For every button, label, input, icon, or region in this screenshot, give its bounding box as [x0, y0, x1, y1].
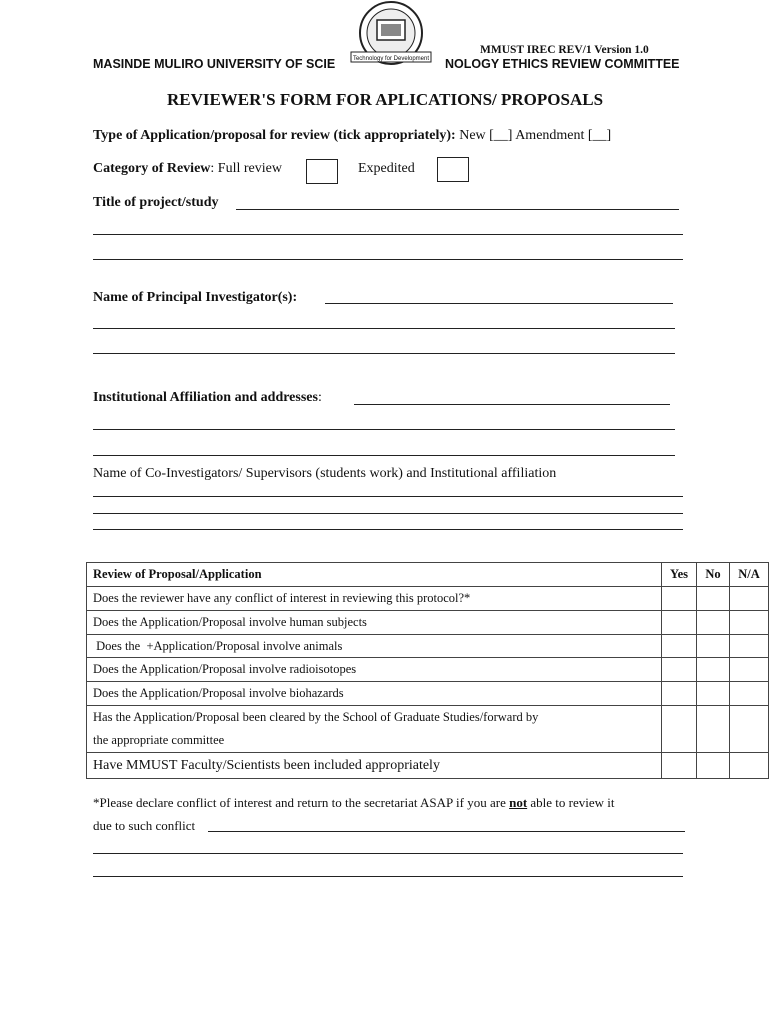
application-type-label: Type of Application/proposal for review (tick appropriately): — [93, 128, 456, 143]
coinvestigators-line[interactable] — [93, 496, 683, 497]
answer-na-cell[interactable] — [730, 587, 769, 611]
table-header-na: N/A — [730, 563, 769, 587]
application-type-options[interactable]: New [__] Amendment [__] — [455, 128, 612, 143]
logo-motto: Technology for Development — [352, 56, 430, 62]
affiliation-colon: : — [317, 390, 322, 405]
question-human-subjects: Does the Application/Proposal involve human subjects — [87, 611, 662, 635]
conflict-note-emphasis: not — [509, 795, 528, 810]
form-title: REVIEWER'S FORM FOR APLICATIONS/ PROPOSALS — [166, 90, 604, 109]
answer-na-cell[interactable] — [730, 658, 769, 682]
pi-line[interactable] — [93, 328, 675, 329]
university-logo — [343, 0, 439, 66]
answer-yes-cell[interactable] — [662, 706, 697, 753]
table-row — [87, 682, 769, 706]
answer-na-cell[interactable] — [730, 753, 769, 779]
affiliation-line[interactable] — [93, 455, 675, 456]
conflict-note-text: *Please declare conflict of interest and return to the secretariat ASAP if you are — [93, 795, 510, 810]
project-title-line[interactable] — [93, 259, 683, 260]
answer-yes-cell[interactable] — [662, 682, 697, 706]
project-title-label: Title of project/study — [93, 195, 219, 210]
project-title-line[interactable] — [93, 234, 683, 235]
committee-name-right: NOLOGY ETHICS REVIEW COMMITTEE — [445, 57, 680, 71]
question-mmust-faculty: Have MMUST Faculty/Scientists been included appropriately — [87, 753, 662, 779]
answer-yes-cell[interactable] — [662, 611, 697, 635]
expedited-label: Expedited — [358, 161, 415, 176]
coinvestigators-line[interactable] — [93, 529, 683, 530]
answer-no-cell[interactable] — [697, 658, 730, 682]
coinvestigators-label: Name of Co-Investigators/ Supervisors (students work) and Institutional affiliation — [93, 466, 557, 481]
full-review-label: : Full review — [210, 161, 282, 176]
category-label: Category of Review — [93, 161, 211, 176]
answer-no-cell[interactable] — [697, 682, 730, 706]
table-row — [87, 753, 769, 779]
full-review-checkbox[interactable] — [306, 159, 338, 184]
conflict-note-text-end: able to review it — [527, 795, 615, 810]
table-row — [87, 611, 769, 635]
table-header-question: Review of Proposal/Application — [87, 563, 662, 587]
answer-no-cell[interactable] — [697, 611, 730, 635]
category-label-row — [93, 161, 282, 177]
pi-line[interactable] — [93, 353, 675, 354]
affiliation-row — [93, 390, 322, 406]
answer-yes-cell[interactable] — [662, 635, 697, 658]
application-type-row — [93, 128, 611, 144]
conflict-note-line2: due to such conflict — [93, 818, 196, 833]
table-header-yes: Yes — [662, 563, 697, 587]
answer-na-cell[interactable] — [730, 635, 769, 658]
affiliation-label: Institutional Affiliation and addresses — [93, 390, 318, 405]
affiliation-line[interactable] — [354, 404, 670, 405]
pi-label: Name of Principal Investigator(s): — [93, 290, 298, 305]
question-conflict: Does the reviewer have any conflict of interest in reviewing this protocol?* — [87, 587, 662, 611]
answer-yes-cell[interactable] — [662, 587, 697, 611]
answer-na-cell[interactable] — [730, 611, 769, 635]
answer-na-cell[interactable] — [730, 706, 769, 753]
expedited-checkbox[interactable] — [437, 157, 469, 182]
question-radioisotopes: Does the Application/Proposal involve radioisotopes — [87, 658, 662, 682]
project-title-line[interactable] — [236, 209, 679, 210]
answer-no-cell[interactable] — [697, 706, 730, 753]
table-header-no: No — [697, 563, 730, 587]
table-row — [87, 587, 769, 611]
conflict-note — [93, 795, 615, 811]
answer-no-cell[interactable] — [697, 587, 730, 611]
table-header-row — [87, 563, 769, 587]
answer-na-cell[interactable] — [730, 682, 769, 706]
affiliation-line[interactable] — [93, 429, 675, 430]
table-row — [87, 706, 769, 753]
review-table — [86, 562, 769, 779]
table-row — [87, 635, 769, 658]
committee-name-left: MASINDE MULIRO UNIVERSITY OF SCIE — [93, 57, 336, 71]
question-graduate-clearance: Has the Application/Proposal been cleared by the School of Graduate Studies/forward by the appropriate committee — [87, 706, 662, 753]
pi-line[interactable] — [325, 303, 673, 304]
conflict-reason-line[interactable] — [208, 831, 685, 832]
question-animals: Does the +Application/Proposal involve animals — [87, 635, 662, 658]
conflict-reason-line[interactable] — [93, 853, 683, 854]
answer-no-cell[interactable] — [697, 753, 730, 779]
form-version: MMUST IREC REV/1 Version 1.0 — [480, 44, 649, 56]
answer-no-cell[interactable] — [697, 635, 730, 658]
answer-yes-cell[interactable] — [662, 658, 697, 682]
conflict-reason-line[interactable] — [93, 876, 683, 877]
table-row — [87, 658, 769, 682]
coinvestigators-line[interactable] — [93, 513, 683, 514]
question-biohazards: Does the Application/Proposal involve biohazards — [87, 682, 662, 706]
answer-yes-cell[interactable] — [662, 753, 697, 779]
